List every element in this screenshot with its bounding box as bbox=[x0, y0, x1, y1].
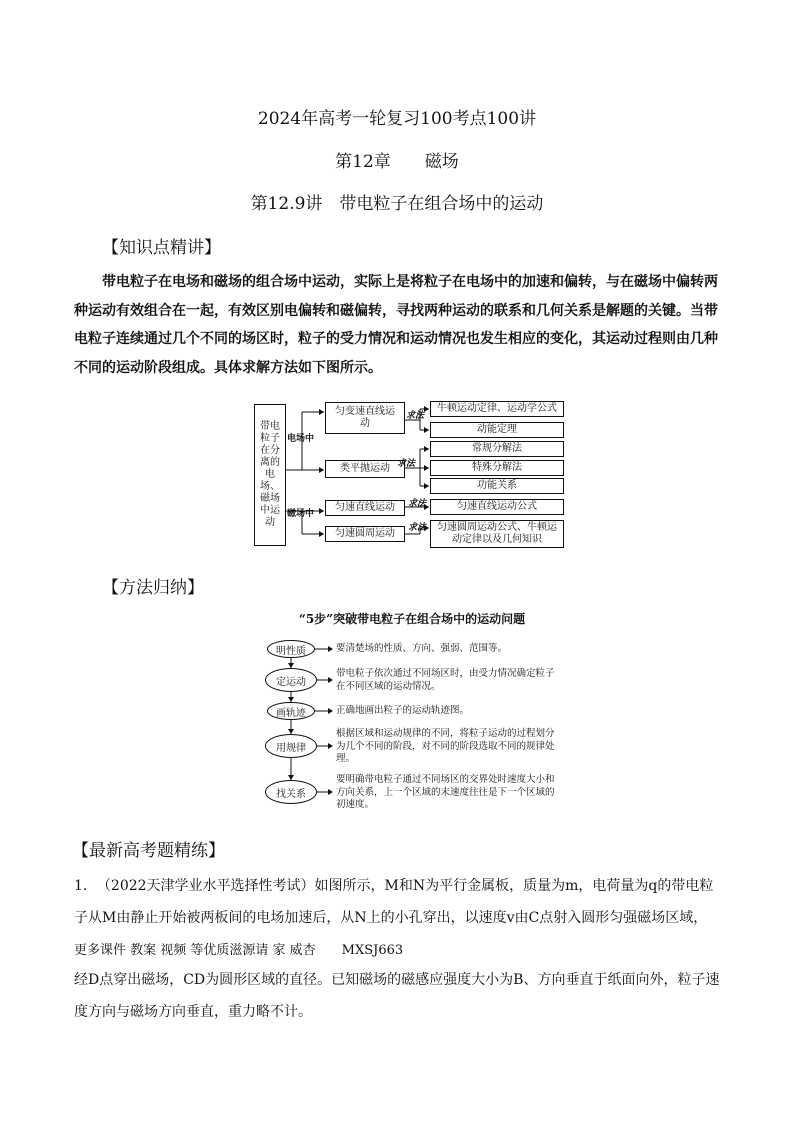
result-special-decomposition: 特殊分解法 bbox=[430, 460, 564, 476]
seek-label-3: 求法 bbox=[408, 499, 427, 509]
question-1-line-3: 经D点穿出磁场，CD为圆形区域的直径。已知磁场的磁感应强度大小为B、方向垂直于纸面向外，粒子速 bbox=[74, 972, 720, 988]
seek-label-1: 求法 bbox=[406, 411, 425, 421]
uniform-linear-box: 匀速直线运动 bbox=[325, 500, 405, 516]
question-1-line-4: 度方向与磁场方向垂直，重力略不计。 bbox=[74, 1004, 312, 1020]
section-heading-method: 【方法归纳】 bbox=[102, 578, 204, 598]
chapter-title: 第12章 磁场 bbox=[335, 152, 459, 172]
step-desc-1: 要清楚场的性质、方向、强弱、范围等。 bbox=[336, 643, 508, 654]
uniform-circular-box: 匀速圆周运动 bbox=[325, 526, 405, 542]
step-desc-2: 带电粒子依次通过不同场区时，由受力情况确定粒子在不同区域的运动情况。 bbox=[336, 668, 555, 692]
step-oval-4: 用规律 bbox=[265, 734, 317, 758]
lecture-title: 第12.9讲 带电粒子在组合场中的运动 bbox=[250, 194, 544, 214]
result-circular-formula: 匀速圆周运动公式、牛顿运动定律以及几何知识 bbox=[430, 520, 564, 548]
section-heading-knowledge: 【知识点精讲】 bbox=[102, 238, 221, 258]
result-regular-decomposition: 常规分解法 bbox=[430, 441, 564, 457]
root-box: 带电粒子在分离的电场、磁场中运动 bbox=[254, 404, 286, 546]
step-oval-3: 画轨迹 bbox=[267, 702, 315, 720]
solution-method-diagram bbox=[250, 396, 570, 552]
step-desc-4: 根据区域和运动规律的不同，将粒子运动的过程划分为几个不同的阶段，对不同的阶段选取不同的规律处理。 bbox=[336, 728, 555, 764]
five-step-diagram bbox=[262, 606, 562, 816]
step-oval-1: 明性质 bbox=[267, 640, 315, 658]
step-oval-5: 找关系 bbox=[265, 780, 317, 804]
seek-label-2: 求法 bbox=[397, 459, 416, 469]
step-oval-2: 定运动 bbox=[265, 668, 317, 692]
question-1-line-2: 子从M由静止开始被两板间的电场加速后，从N上的小孔穿出，以速度v由C点射入圆形匀强磁场区域， bbox=[74, 910, 708, 926]
result-uniform-linear-formula: 匀速直线运动公式 bbox=[430, 499, 564, 515]
ad-line: 更多课件 教案 视频 等优质滋源请 家 威杏 MXSJ663 bbox=[74, 943, 404, 958]
knowledge-paragraph: 带电粒子在电场和磁场的组合场中运动，实际上是将粒子在电场中的加速和偏转，与在磁场中偏转两种运动有效组合在一起，有效区别电偏转和磁偏转，寻找两种运动的联系和几何关系是解题的关键。当带电粒子连续通过几个不同的场区时，粒子的受力情况和运动情况也发生相应的变化，其运动过程则由几种不同的运动阶段组成。具体求解方法如下图所示。 bbox=[74, 274, 718, 376]
result-work-energy: 功能关系 bbox=[430, 478, 564, 494]
result-newton-kinematics: 牛顿运动定律、运动学公式 bbox=[430, 401, 564, 417]
question-1-line-1: 1． （2022天津学业水平选择性考试）如图所示，M和N为平行金属板，质量为m，电荷量为q的带电粒 bbox=[74, 878, 714, 894]
projectile-like-box: 类平抛运动 bbox=[325, 460, 405, 478]
result-kinetic-energy-theorem: 动能定理 bbox=[430, 422, 564, 438]
electric-field-label: 电场中 bbox=[287, 434, 315, 444]
section-heading-exam: 【最新高考题精练】 bbox=[72, 841, 225, 861]
step-desc-3: 正确地画出粒子的运动轨迹图。 bbox=[336, 705, 470, 716]
five-step-title: “5步”突破带电粒子在组合场中的运动问题 bbox=[298, 612, 526, 626]
uniform-accel-linear-box: 匀变速直线运动 bbox=[325, 402, 405, 434]
magnetic-field-label: 磁场中 bbox=[287, 509, 315, 519]
step-desc-5: 要明确带电粒子通过不同场区的交界处时速度大小和方向关系，上一个区域的末速度往往是下一个区域的初速度。 bbox=[336, 774, 555, 810]
document-title: 2024年高考一轮复习100考点100讲 bbox=[257, 109, 537, 129]
seek-label-4: 求法 bbox=[408, 523, 427, 533]
